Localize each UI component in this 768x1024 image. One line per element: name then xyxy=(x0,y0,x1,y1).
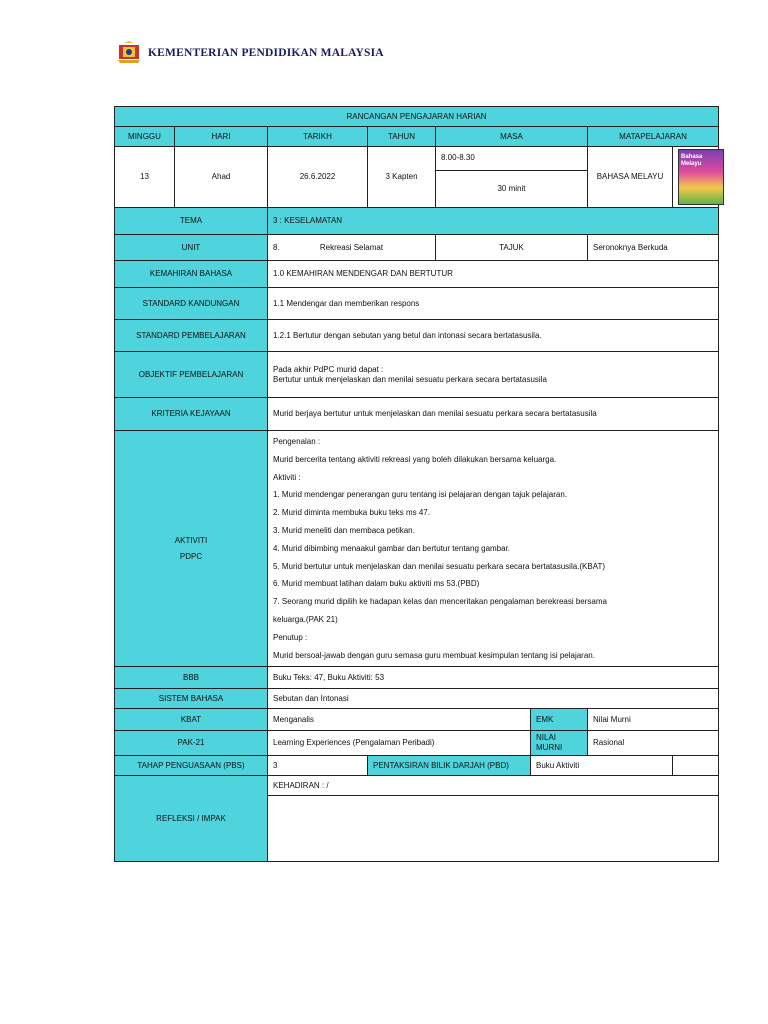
value-masa-duration: 30 minit xyxy=(436,170,588,207)
value-standard-kandungan: 1.1 Mendengar dan memberikan respons xyxy=(268,288,719,320)
value-unit xyxy=(268,235,436,261)
value-pak21: Learning Experiences (Pengalaman Peribadi) xyxy=(268,731,531,756)
label-tema: TEMA xyxy=(115,208,268,235)
value-standard-pembelajaran: 1.2.1 Bertutur dengan sebutan yang betul dan intonasi secara bertatasusila. xyxy=(268,320,719,352)
col-masa: MASA xyxy=(436,127,588,147)
col-minggu: MINGGU xyxy=(115,127,175,147)
label-pak21: PAK-21 xyxy=(115,731,268,756)
label-objektif: OBJEKTIF PEMBELAJARAN xyxy=(115,352,268,398)
lesson-plan-table xyxy=(114,106,719,862)
label-kemahiran: KEMAHIRAN BAHASA xyxy=(115,261,268,288)
value-tema: 3 : KESELAMATAN xyxy=(268,208,719,235)
aktiviti-line: Aktiviti : xyxy=(273,472,301,482)
textbook-cover-image xyxy=(678,149,724,205)
textbook-cover xyxy=(673,147,719,208)
label-standard-kandungan: STANDARD KANDUNGAN xyxy=(115,288,268,320)
value-kehadiran: KEHADIRAN : / xyxy=(268,776,719,796)
value-aktiviti xyxy=(268,431,719,667)
ministry-header xyxy=(116,38,384,68)
value-emk: Nilai Murni xyxy=(588,709,719,731)
col-tarikh: TARIKH xyxy=(268,127,368,147)
aktiviti-line: 2. Murid diminta membuka buku teks ms 47. xyxy=(273,508,430,518)
label-tajuk: TAJUK xyxy=(436,235,588,261)
value-tahun: 3 Kapten xyxy=(368,147,436,208)
label-emk: EMK xyxy=(531,709,588,731)
objektif-line: Pada akhir PdPC murid dapat : xyxy=(273,364,384,374)
label-sistem-bahasa: SISTEM BAHASA xyxy=(115,689,268,709)
value-tahap: 3 xyxy=(268,756,368,776)
value-tarikh: 26.6.2022 xyxy=(268,147,368,208)
pdpc-label: PDPC xyxy=(179,551,203,561)
label-bbb: BBB xyxy=(115,667,268,689)
aktiviti-line: keluarga.(PAK 21) xyxy=(273,614,338,624)
ministry-title: KEMENTERIAN PENDIDIKAN MALAYSIA xyxy=(148,47,384,59)
objektif-line: Bertutur untuk menjelaskan dan menilai sesuatu perkara secara bertatasusila xyxy=(273,374,547,384)
aktiviti-line: Penutup : xyxy=(273,632,308,642)
aktiviti-line: Murid bersoal-jawab dengan guru semasa guru membuat kesimpulan tentang isi pelajaran. xyxy=(273,650,595,660)
label-refleksi: REFLEKSI / IMPAK xyxy=(115,776,268,862)
label-kbat: KBAT xyxy=(115,709,268,731)
value-minggu: 13 xyxy=(115,147,175,208)
aktiviti-line: 3. Murid meneliti dan membaca petikan. xyxy=(273,525,415,535)
aktiviti-line: 1. Murid mendengar penerangan guru tentang isi pelajaran dengan tajuk pelajaran. xyxy=(273,490,567,500)
col-hari: HARI xyxy=(175,127,268,147)
value-tajuk: Seronoknya Berkuda xyxy=(588,235,719,261)
value-kriteria: Murid berjaya bertutur untuk menjelaskan dan menilai sesuatu perkara secara bertatasusila xyxy=(268,398,719,431)
value-matapelajaran: BAHASA MELAYU xyxy=(588,147,673,208)
label-nilai-murni: NILAI MURNI xyxy=(531,731,588,756)
label-unit: UNIT xyxy=(115,235,268,261)
form-title: RANCANGAN PENGAJARAN HARIAN xyxy=(115,107,719,127)
value-refleksi[interactable] xyxy=(268,796,719,862)
value-nilai-murni: Rasional xyxy=(588,731,719,756)
value-kemahiran: 1.0 KEMAHIRAN MENDENGAR DAN BERTUTUR xyxy=(268,261,719,288)
value-masa-time: 8.00-8.30 xyxy=(436,147,588,171)
unit-number: 8. xyxy=(273,242,280,252)
value-kbat: Menganalis xyxy=(268,709,531,731)
unit-name: Rekreasi Selamat xyxy=(319,242,384,252)
value-pbd: Buku Aktiviti xyxy=(531,756,673,776)
aktiviti-line: 5. Murid bertutur untuk menjelaskan dan menilai sesuatu perkara secara bertatasusila.(KBAT) xyxy=(273,561,606,571)
aktiviti-label: AKTIVITI xyxy=(174,535,208,545)
value-hari: Ahad xyxy=(175,147,268,208)
value-sistem-bahasa: Sebutan dan Intonasi xyxy=(268,689,719,709)
label-standard-pembelajaran: STANDARD PEMBELAJARAN xyxy=(115,320,268,352)
aktiviti-line: 4. Murid dibimbing menaakul gambar dan bertutur tentang gambar. xyxy=(273,543,511,553)
label-pbd: PENTAKSIRAN BILIK DARJAH (PBD) xyxy=(368,756,531,776)
value-objektif xyxy=(268,352,719,398)
label-aktiviti xyxy=(115,431,268,667)
cover-title: Bahasa Melayu xyxy=(681,154,703,167)
aktiviti-line: 7. Seorang murid dipilih ke hadapan kelas dan menceritakan pengalaman berekreasi bersama xyxy=(273,597,607,607)
col-matapelajaran: MATAPELAJARAN xyxy=(588,127,719,147)
aktiviti-line: Murid bercerita tentang aktiviti rekreasi yang boleh dilakukan bersama keluarga. xyxy=(273,454,557,464)
label-tahap: TAHAP PENGUASAAN (PBS) xyxy=(115,756,268,776)
empty-cell xyxy=(673,756,719,776)
aktiviti-line: 6. Murid membuat latihan dalam buku aktiviti ms 53.(PBD) xyxy=(273,579,480,589)
col-tahun: TAHUN xyxy=(368,127,436,147)
label-kriteria: KRITERIA KEJAYAAN xyxy=(115,398,268,431)
value-bbb: Buku Teks: 47, Buku Aktiviti: 53 xyxy=(268,667,719,689)
aktiviti-line: Pengenalan : xyxy=(273,437,321,446)
ministry-crest-icon xyxy=(116,40,142,66)
